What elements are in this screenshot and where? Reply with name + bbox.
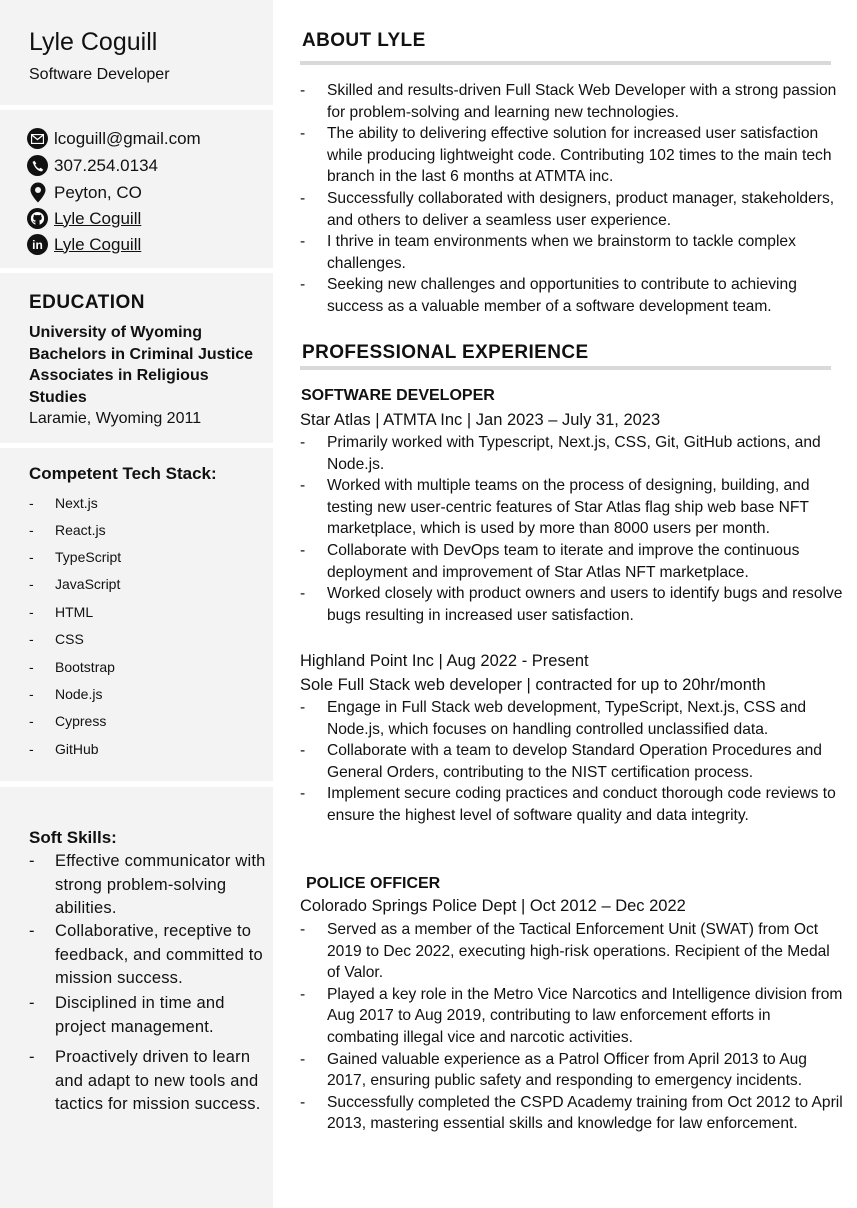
job2-company: Highland Point Inc | Aug 2022 - Present [300, 652, 589, 670]
map-pin-icon [27, 182, 48, 203]
job2-bullet: - Implement secure coding practices and conduct thorough code reviews to ensure the highest level of software quality and data integrity. [300, 785, 836, 824]
soft-skills-heading: Soft Skills: [29, 828, 117, 847]
linkedin-icon: in [27, 234, 48, 255]
github-icon [27, 208, 48, 229]
education-location: Laramie, Wyoming 2011 [29, 410, 202, 427]
job1-title: SOFTWARE DEVELOPER [301, 387, 495, 404]
job3-bullet: - Successfully completed the CSPD Academy training from Oct 2012 to April 2013, mastering essential skills and knowledge for law enforcement. [300, 1093, 843, 1133]
tech-stack-heading: Competent Tech Stack: [29, 464, 217, 483]
job1-bullet: - Collaborate with DevOps team to iterate and improve the continuous deployment and improvement of Star Atlas NFT marketplace. [300, 541, 800, 581]
email-text: lcoguill@gmail.com [54, 128, 201, 148]
tech-stack-item: - GitHub [29, 741, 99, 757]
contact-linkedin[interactable] [27, 234, 141, 255]
tech-stack-item: - Cypress [29, 713, 107, 729]
education-heading: EDUCATION [29, 292, 146, 313]
about-bullet: - Successfully collaborated with designers, product manager, stakeholders, and others to deliver a seamless user experience. [300, 189, 835, 229]
candidate-name: Lyle Coguill [29, 28, 158, 56]
location-text: Peyton, CO [54, 182, 142, 202]
envelope-icon [27, 128, 48, 149]
linkedin-link[interactable]: Lyle Coguill [54, 234, 142, 254]
job3-list [300, 919, 845, 1135]
tech-stack-item: - HTML [29, 604, 94, 620]
tech-stack-item: - CSS [29, 631, 84, 647]
job1-bullet: - Worked with multiple teams on the process of designing, building, and testing new user-centric features of Star Atlas flag ship web base NFT marketplace, which is used by more than 8000 users per month. [300, 477, 810, 538]
tech-stack-item: - Next.js [29, 495, 98, 511]
experience-heading: PROFESSIONAL EXPERIENCE [302, 342, 589, 363]
job2-list [300, 697, 845, 827]
job2-role: Sole Full Stack web developer | contracted for up to 20hr/month [300, 676, 766, 694]
phone-text: 307.254.0134 [54, 155, 158, 175]
tech-stack-item: - JavaScript [29, 576, 121, 592]
about-bullet: - Skilled and results-driven Full Stack Web Developer with a strong passion for problem-solving and learning new technologies. [300, 82, 837, 121]
soft-skill-item: - Proactively driven to learn and adapt to new tools and tactics for mission success. [29, 1048, 261, 1113]
contact-github[interactable] [27, 208, 141, 229]
tech-stack-item: - TypeScript [29, 549, 122, 565]
contact-email[interactable] [27, 128, 201, 149]
about-divider [300, 61, 831, 65]
education-associate: Associates in Religious [29, 367, 209, 384]
job3-company: Colorado Springs Police Dept | Oct 2012 – Dec 2022 [300, 897, 686, 915]
tech-stack-item: - Bootstrap [29, 659, 115, 675]
education-school: University of Wyoming [29, 324, 203, 341]
about-list [300, 80, 845, 318]
about-heading: ABOUT LYLE [302, 30, 426, 51]
github-link[interactable]: Lyle Coguill [54, 208, 142, 228]
job2-bullet: - Engage in Full Stack web development, TypeScript, Next.js, CSS and Node.js, which focuses on handling controlled unclassified data. [300, 699, 807, 738]
job3-bullet: - Gained valuable experience as a Patrol Officer from April 2013 to Aug 2017, ensuring public safety and responding to emergency incidents. [300, 1050, 807, 1090]
soft-skill-item: - Collaborative, receptive to feedback, and committed to mission success. [29, 922, 263, 987]
phone-icon [27, 155, 48, 176]
job3-title: POLICE OFFICER [306, 875, 441, 892]
job1-company: Star Atlas | ATMTA Inc | Jan 2023 – July 31, 2023 [300, 411, 661, 429]
candidate-title: Software Developer [29, 66, 170, 83]
tech-stack-item: - React.js [29, 522, 106, 538]
about-bullet: - I thrive in team environments when we brainstorm to tackle complex challenges. [300, 233, 796, 272]
job2-bullet: - Collaborate with a team to develop Standard Operation Procedures and General Orders, contributing to the NIST certification process. [300, 742, 822, 781]
tech-stack-item: - Node.js [29, 686, 103, 702]
about-bullet: - The ability to delivering effective solution for increased user satisfaction while producing lightweight code. Contributing 102 times to the main tech branch in the last 6 months at ATMTA inc. [300, 125, 832, 186]
job1-bullet: - Worked closely with product owners and users to identify bugs and resolve bugs resulting in increased user satisfaction. [300, 585, 843, 624]
job3-bullet: - Served as a member of the Tactical Enforcement Unit (SWAT) from Oct 2019 to Dec 2022, executing high-risk operations. Recipient of the Medal of Valor. [300, 921, 830, 982]
job1-list [300, 432, 845, 626]
education-associate-cont: Studies [29, 389, 87, 406]
soft-skill-item: - Disciplined in time and project management. [29, 994, 225, 1036]
contact-phone[interactable] [27, 155, 158, 176]
about-bullet: - Seeking new challenges and opportunities to contribute to achieving success as a valuable member of a software development team. [300, 276, 797, 315]
soft-skill-item: - Effective communicator with strong problem-solving abilities. [29, 852, 266, 917]
education-degree: Bachelors in Criminal Justice [29, 346, 254, 363]
job1-bullet: - Primarily worked with Typescript, Next.js, CSS, Git, GitHub actions, and Node.js. [300, 434, 821, 473]
contact-location [27, 182, 142, 203]
job3-bullet: - Played a key role in the Metro Vice Narcotics and Intelligence division from Aug 2017 to Aug 2019, contributing to law enforcement efforts in combating illegal vice and narcotic activities. [300, 985, 843, 1046]
experience-divider [300, 366, 831, 370]
